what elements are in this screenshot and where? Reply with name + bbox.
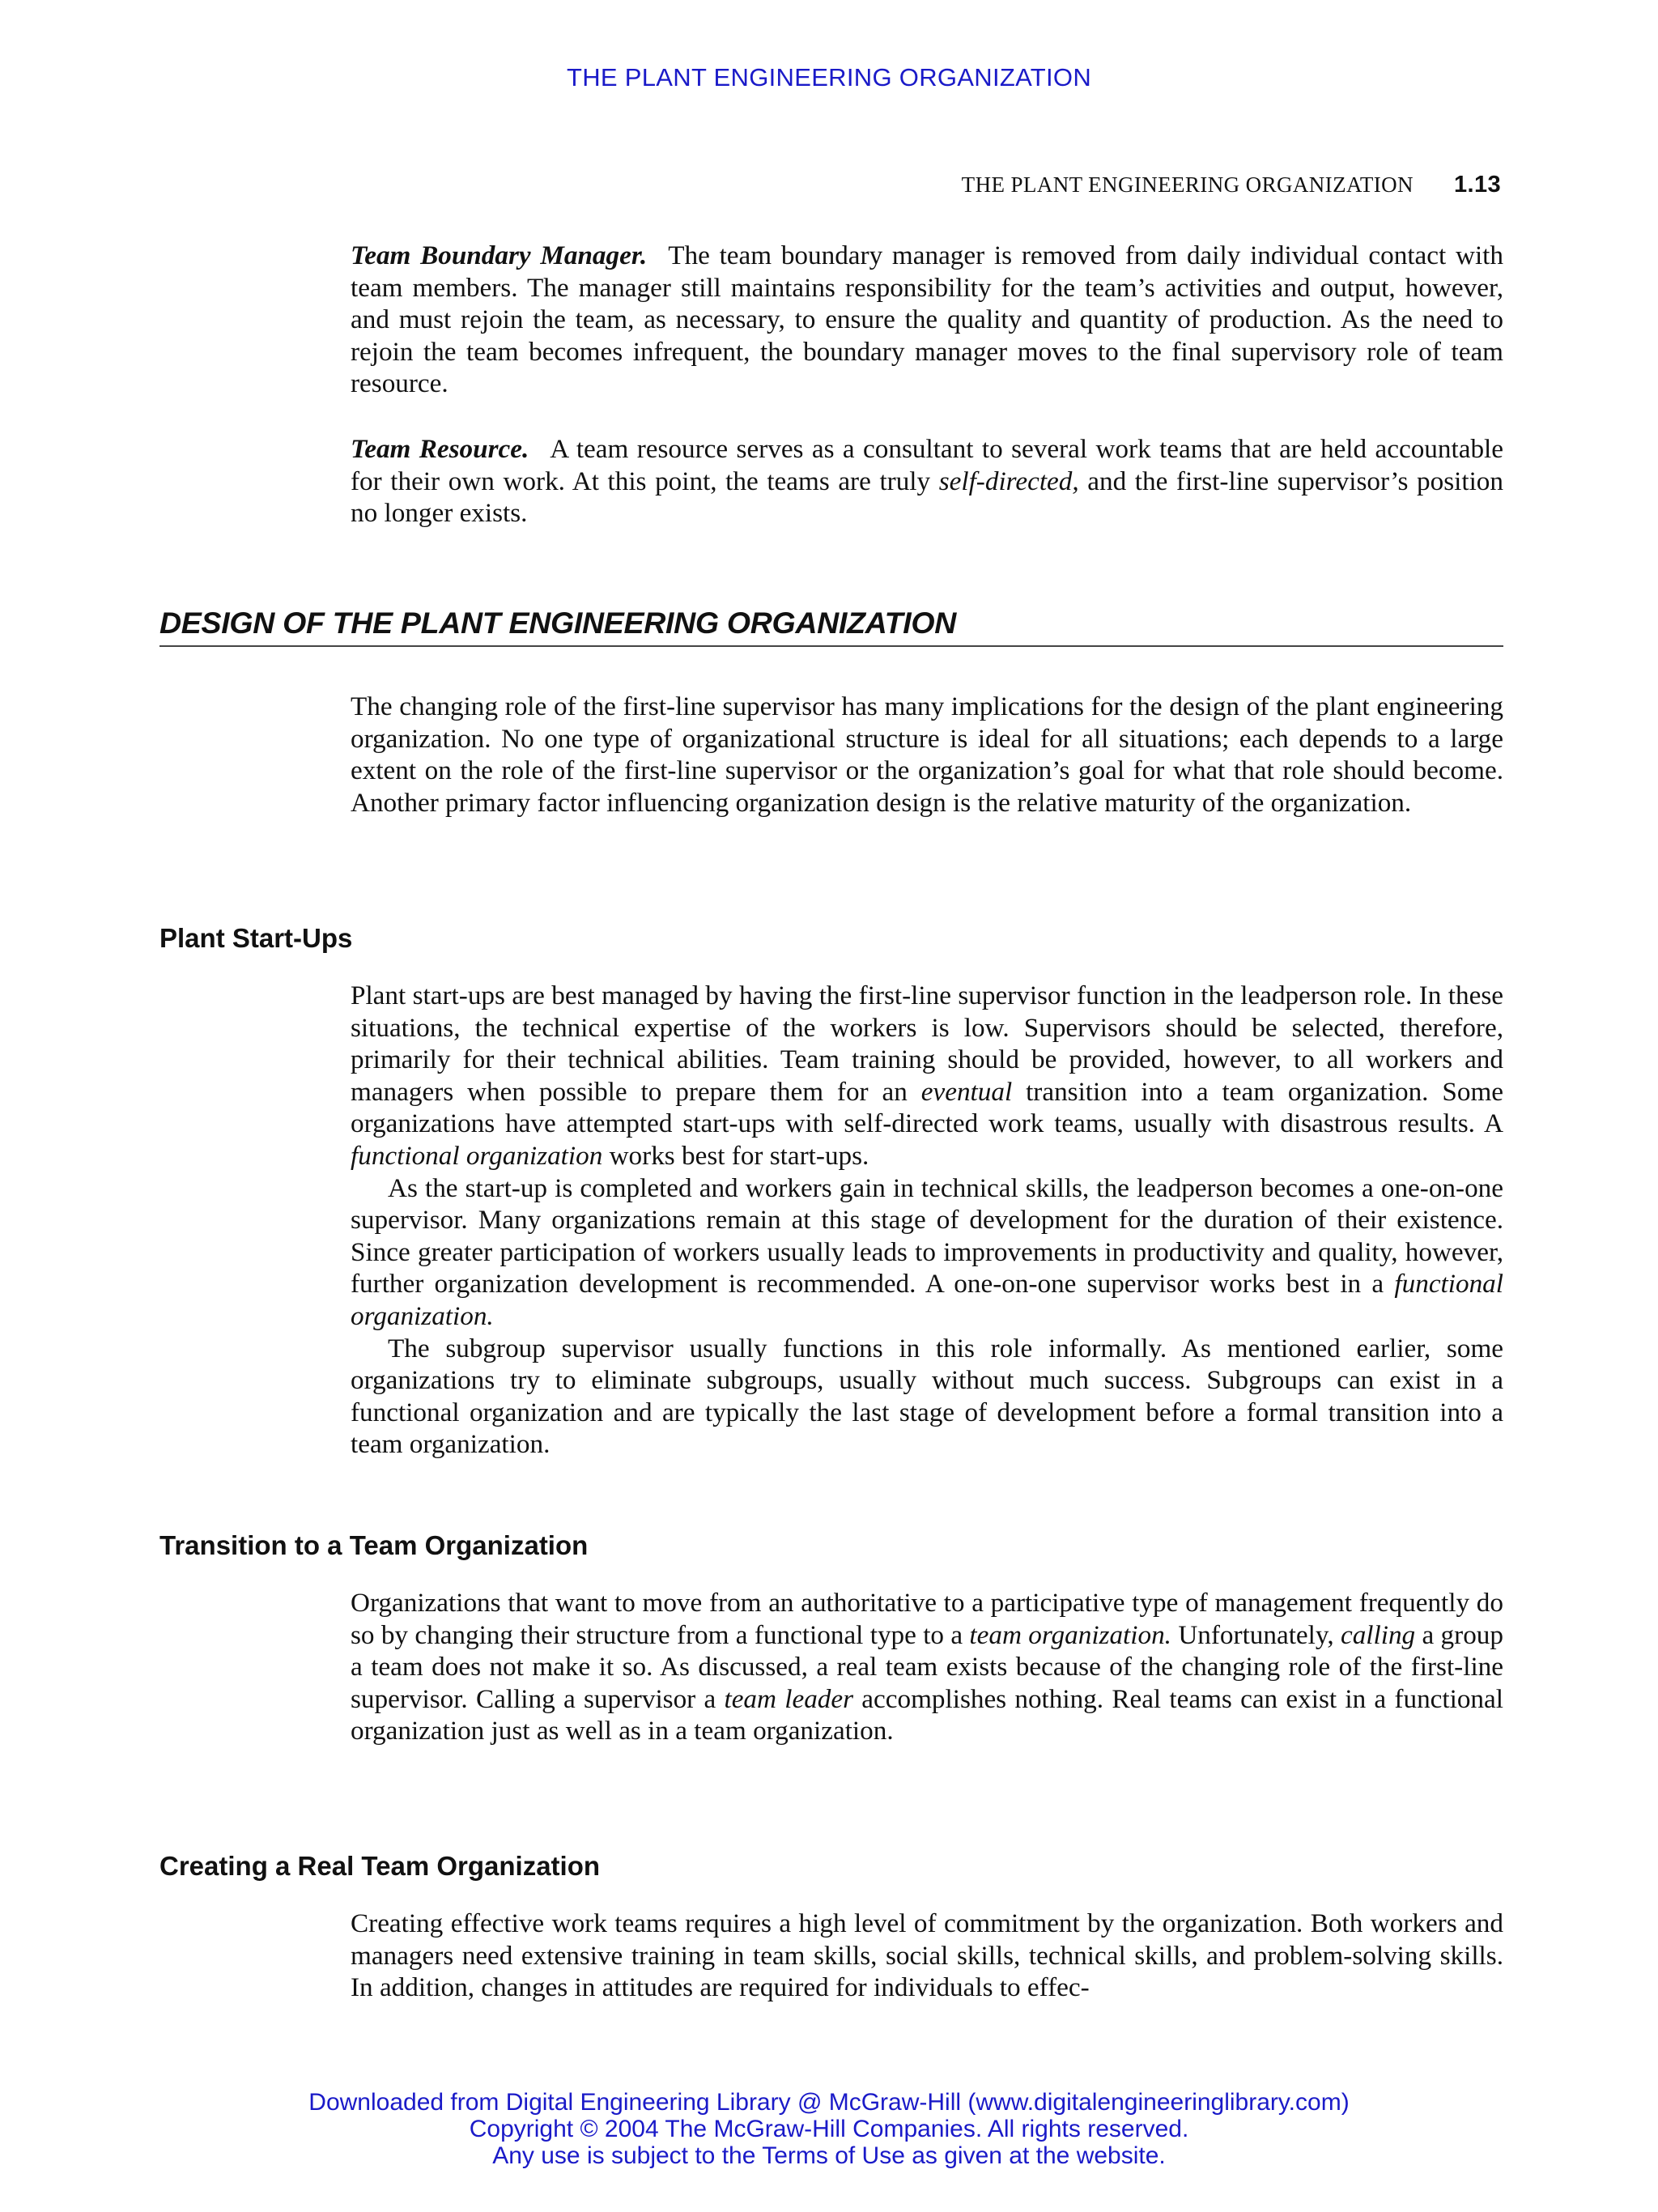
- team-boundary-manager-paragraph: [351, 240, 1503, 400]
- design-intro-paragraph: The changing role of the first-line supervisor has many implications for the design of the plant engineering organization. No one type of organizational structure is ideal for all situations; each depends to a large extent on the role of the first-line supervisor or the organization’s goal for what that role should become. Another primary factor influencing organization design is the relative maturity of the organization.: [351, 691, 1503, 818]
- transition-text-c: a group a team does not make it so. As discussed, a real team exists because of the changing role of the first-line supervisor. Calling a supervisor a: [351, 1619, 1503, 1714]
- plant-startups-p2: [351, 1172, 1503, 1333]
- transition-italic-calling: calling: [1340, 1619, 1416, 1650]
- p1-text-a: Plant start-ups are best managed by having the first-line supervisor function in the leadperson role. In these situations, the technical expertise of the workers is low. Supervisors should be selected, therefore, primarily for their technical abilities. Team training should be provided, however, to all workers and managers when possible to prepare them for an: [351, 981, 1503, 1107]
- plant-startups-heading: Plant Start-Ups: [159, 923, 353, 953]
- plant-startups-body: [351, 980, 1503, 1461]
- p1-italic-functional: functional organization: [351, 1140, 603, 1171]
- team-resource-run-in: Team Resource.: [351, 434, 529, 464]
- p1-italic-eventual: eventual: [920, 1076, 1013, 1107]
- transition-text-d: accomplishes nothing. Real teams can exist in a functional organization just as well as in a team organization.: [351, 1683, 1503, 1746]
- team-resource-italic: self-directed,: [938, 466, 1079, 496]
- transition-italic-team-org: team organization.: [969, 1619, 1171, 1650]
- p2-text-a: As the start-up is completed and workers gain in technical skills, the leadperson becomes a one-on-one supervisor. Many organizations remain at this stage of development for the duration of their existence. Since greater participation of workers usually leads to improvements in productivity and quality, however, further organization development is recommended. A one-on-one supervisor works best in a: [351, 1172, 1503, 1300]
- running-head: [962, 172, 1501, 198]
- running-head-title: THE PLANT ENGINEERING ORGANIZATION: [961, 172, 1414, 197]
- p2-italic-functional: functional organization.: [351, 1269, 1503, 1331]
- footer-terms-link[interactable]: Any use is subject to the Terms of Use as given at the website.: [492, 2142, 1166, 2169]
- team-boundary-manager-text: The team boundary manager is removed from daily individual contact with team members. The manager still maintains responsibility for the team’s activities and output, however, and must rejoin the team, as necessary, to ensure the quality and quantity of production. As the need to rejoin the team becomes infrequent, the boundary manager moves to the final supervisory role of team resource.: [351, 240, 1503, 399]
- top-title-link[interactable]: THE PLANT ENGINEERING ORGANIZATION: [566, 63, 1092, 91]
- transition-text-a: Organizations that want to move from an authoritative to a participative type of management frequently do so by changing their structure from a functional type to a: [351, 1588, 1503, 1650]
- section-heading: DESIGN OF THE PLANT ENGINEERING ORGANIZATION: [159, 606, 1503, 647]
- page-number: 1.13: [1453, 172, 1501, 198]
- p1-text-c: works best for start-ups.: [602, 1140, 869, 1171]
- team-resource-text-end: and the first-line supervisor’s position no longer exists.: [351, 466, 1503, 529]
- team-resource-paragraph: [351, 433, 1503, 530]
- transition-paragraph: [351, 1587, 1503, 1747]
- team-boundary-manager-run-in: Team Boundary Manager.: [351, 240, 648, 270]
- transition-text-b: Unfortunately,: [1171, 1619, 1341, 1650]
- transition-italic-team-leader: team leader: [724, 1683, 854, 1714]
- footer-copyright: Copyright © 2004 The McGraw-Hill Companies. All rights reserved.: [469, 2116, 1189, 2142]
- plant-startups-p1: [351, 981, 1503, 1171]
- team-resource-text: A team resource serves as a consultant to several work teams that are held accountable for their own work. At this point, the teams are truly: [351, 434, 1503, 496]
- footer-download-link[interactable]: Downloaded from Digital Engineering Library @ McGraw-Hill (www.digitalengineeringlibrary.com): [308, 2089, 1350, 2116]
- footer: [0, 2089, 1658, 2169]
- p1-text-b: transition into a team organization. Some organizations have attempted start-ups with self-directed work teams, usually with disastrous results. A: [351, 1076, 1503, 1139]
- real-team-paragraph: Creating effective work teams requires a high level of commitment by the organization. Both workers and managers need extensive training in team skills, social skills, technical skills, and problem-solving skills. In addition, changes in attitudes are required for individuals to effec-: [351, 1908, 1503, 2003]
- transition-heading: Transition to a Team Organization: [159, 1530, 589, 1560]
- real-team-heading: Creating a Real Team Organization: [159, 1851, 601, 1881]
- plant-startups-p3: The subgroup supervisor usually functions in this role informally. As mentioned earlier, some organizations try to eliminate subgroups, usually without much success. Subgroups can exist in a functional organization and are typically the last stage of development before a formal transition into a team organization.: [351, 1333, 1503, 1460]
